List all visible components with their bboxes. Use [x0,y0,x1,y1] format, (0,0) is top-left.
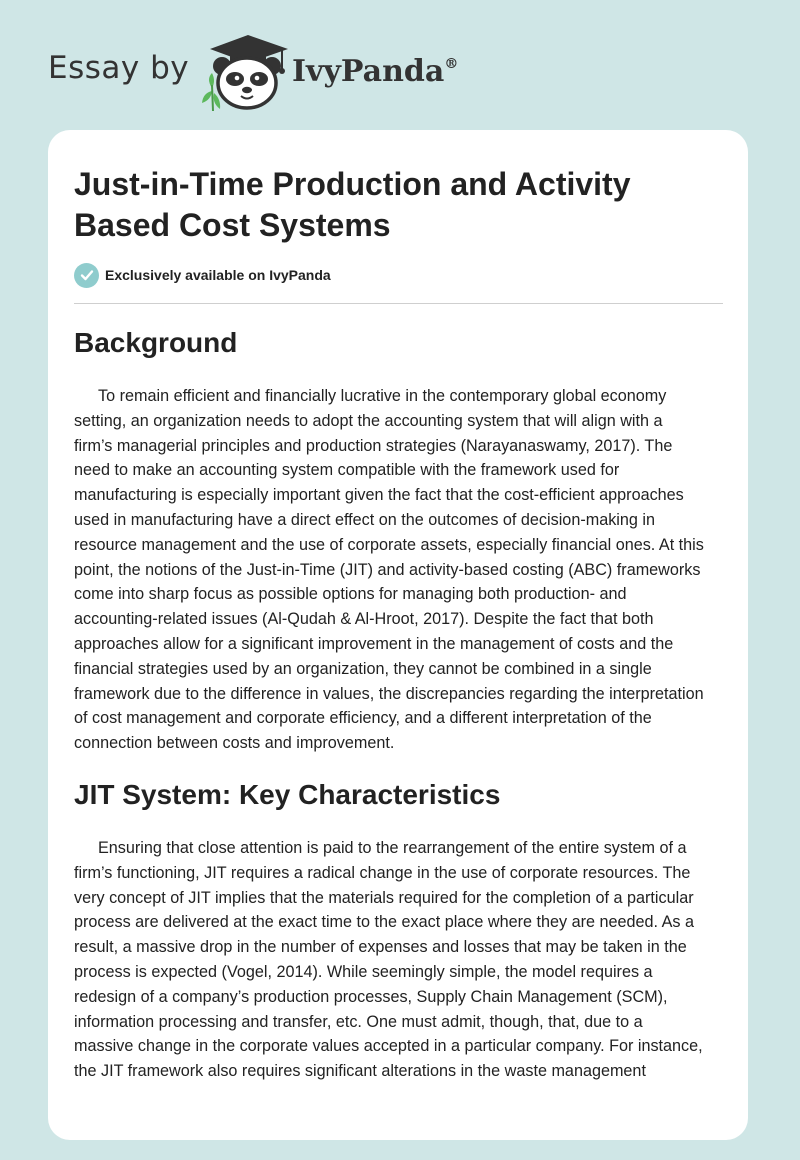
paragraph-line: of cost management and corporate efficiency, and a different interpretation of the [74,709,652,728]
paragraph-line: very concept of JIT implies that the materials required for the completion of a particular [74,888,694,907]
panda-graduate-logo[interactable] [200,33,295,113]
paragraph-line: Ensuring that close attention is paid to the rearrangement of the entire system of a [98,839,687,857]
paragraph-line: firm’s managerial principles and production strategies (Narayanaswamy, 2017). The [74,436,673,455]
paragraph-line: come into sharp focus as possible options for managing both production- and [74,585,627,604]
brand-text: IvyPanda [292,54,445,89]
exclusive-badge [74,262,331,288]
title-line: Based Cost Systems [74,207,391,243]
essay-by-label: Essay by [48,50,190,86]
section-heading-jit: JIT System: Key Characteristics [74,779,501,810]
paragraph-line: setting, an organization needs to adopt the accounting system that will align with a [74,411,663,430]
article-title [74,164,714,246]
site-header [0,0,800,120]
section-heading-background: Background [74,327,238,358]
paragraph-line: the JIT framework also requires significant alterations in the waste management [74,1062,646,1081]
paragraph-line: point, the notions of the Just-in-Time (JIT) and activity-based costing (ABC) frameworks [74,560,701,579]
check-icon [74,263,99,288]
paragraph-background [74,384,725,756]
title-divider [74,303,723,304]
paragraph-line: used in manufacturing have a direct effect on the outcomes of decision-making in [74,510,655,529]
paragraph-line: approaches allow for a significant improvement in the management of costs and the [74,634,674,653]
paragraph-line: information processing and transfer, etc. One must admit, though, that, due to a [74,1012,643,1031]
title-line: Just-in-Time Production and Activity [74,166,631,202]
paragraph-line: accounting-related issues (Al-Qudah & Al-Hroot, 2017). Despite the fact that both [74,610,654,629]
paragraph-line: process are delivered at the exact time to the exact place where they are needed. As a [74,913,694,932]
paragraph-line: redesign of a company’s production processes, Supply Chain Management (SCM), [74,987,668,1006]
paragraph-line: massive change in the corporate values accepted in a particular company. For instance, [74,1037,703,1056]
paragraph-line: need to make an accounting system compatible with the framework used for [74,461,620,480]
paragraph-line: manufacturing is especially important given the fact that the cost-efficient approaches [74,486,684,505]
exclusive-badge-text: Exclusively available on IvyPanda [105,267,331,283]
paragraph-line: firm’s functioning, JIT requires a radical change in the use of corporate resources. The [74,863,691,882]
paragraph-line: To remain efficient and financially lucrative in the contemporary global economy [98,387,667,405]
paragraph-line: result, a massive drop in the number of expenses and losses that may be taken in the [74,938,687,957]
paragraph-line: connection between costs and improvement. [74,734,395,753]
registered-mark: ® [444,56,459,72]
paragraph-jit [74,836,725,1084]
paragraph-line: framework due to the difference in values, the discrepancies regarding the interpretation [74,684,704,703]
article-card [48,130,748,1140]
paragraph-line: financial strategies used by an organization, they cannot be combined in a single [74,659,652,678]
brand-name[interactable] [292,54,458,89]
paragraph-line: resource management and the use of corporate assets, especially financial ones. At this [74,535,704,554]
paragraph-line: process is expected (Vogel, 2014). While seemingly simple, the model requires a [74,962,653,981]
